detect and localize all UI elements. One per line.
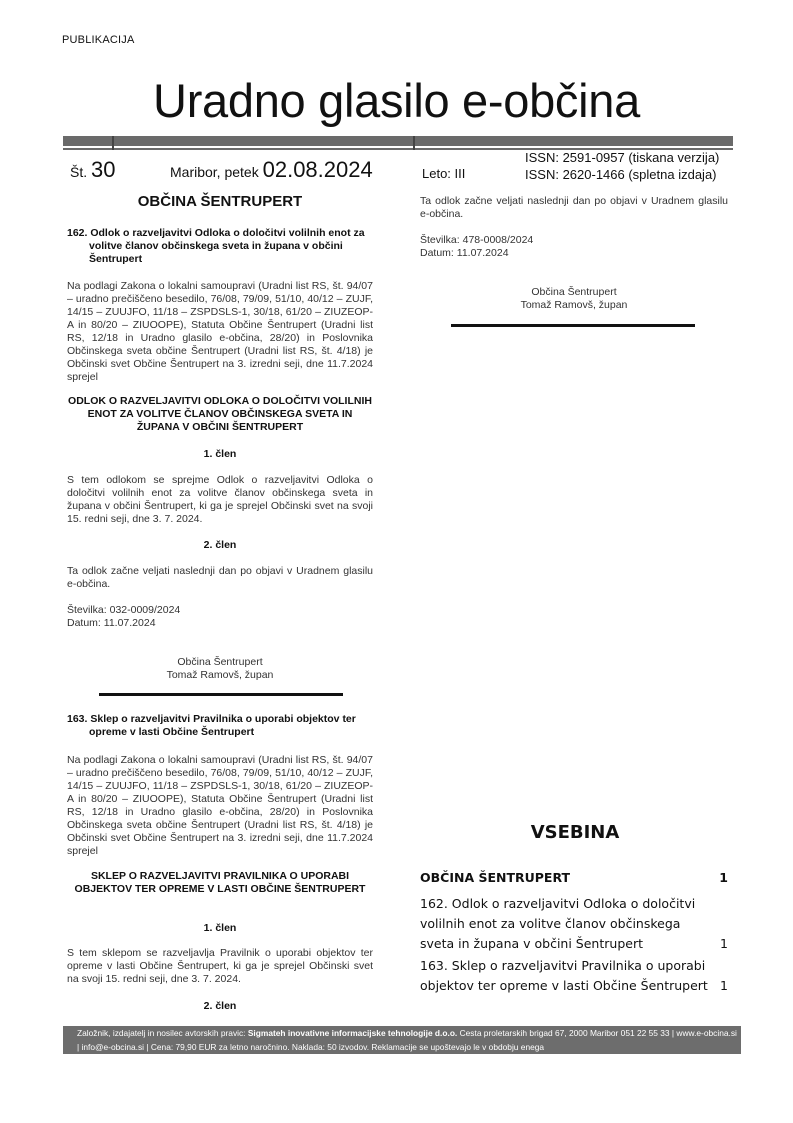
publisher-footer — [63, 1026, 741, 1054]
footer-details: Cesta proletarskih brigad 67, 2000 Maribor 051 22 55 33 | www.e-obcina.si | info@e-obcina.si | Cena: 79,90 EUR za letno naročnino. Naklada: 50 izvodov. Reklamacije se upoštevajo le v obdobju enega — [77, 1028, 737, 1052]
toc-entry-163[interactable] — [420, 956, 728, 996]
footer-company: Sigmateh inovativne informacijske tehnologije d.o.o. — [247, 1028, 458, 1038]
toc-entry-text: 162. Odlok o razveljavitvi Odloka o določitvi volilnih enot za volitve članov občinskega sveta in župana v občini Šentrupert — [420, 896, 696, 951]
issue-year: Leto: III — [422, 166, 466, 181]
item-163-article-2-text: Ta odlok začne veljati naslednji dan po objavi v Uradnem glasilu e-občina. — [420, 195, 728, 220]
item-163-article-2: 2. člen — [203, 1000, 237, 1012]
issn-print: ISSN: 2591-0957 (tiskana verzija) — [525, 150, 720, 165]
item-162-article-1: 1. člen — [203, 448, 237, 460]
municipality-heading: OBČINA ŠENTRUPERT — [137, 193, 303, 210]
item-162-signature-name: Tomaž Ramovš, župan — [166, 669, 274, 681]
toc-entry-page: 1 — [720, 978, 728, 993]
item-163-signature-org: Občina Šentrupert — [531, 286, 617, 298]
issue-date — [170, 157, 373, 183]
header-rule-tick — [112, 136, 114, 150]
separator-line — [451, 324, 695, 327]
item-162-number: Številka: 032-0009/2024 — [67, 604, 181, 616]
item-163-signature-name: Tomaž Ramovš, župan — [520, 299, 628, 311]
item-162-date: Datum: 11.07.2024 — [67, 617, 156, 629]
header-rule-tick — [413, 136, 415, 150]
toc-entry-page: 1 — [720, 936, 728, 951]
item-163-number: Številka: 478-0008/2024 — [420, 234, 534, 246]
item-163-article-1-text: S tem sklepom se razveljavlja Pravilnik o uporabi objektov ter opreme v lasti Občine Šentrupert, ki ga je sprejel Občinski svet na svoji 15. redni seji, dne 3. 7. 2024. — [67, 947, 373, 985]
toc-entry-text: 163. Sklep o razveljavitvi Pravilnika o uporabi objektov ter opreme v lasti Občine Šentrupert — [420, 958, 708, 993]
item-163-article-1: 1. člen — [203, 922, 237, 934]
item-163-date: Datum: 11.07.2024 — [420, 247, 509, 259]
issue-prefix: Št. — [70, 164, 88, 180]
issue-date-value: 02.08.2024 — [262, 157, 373, 182]
toc-section[interactable] — [420, 868, 728, 888]
separator-line — [99, 693, 343, 696]
issue-number-value: 30 — [91, 157, 116, 182]
item-162-act-title: ODLOK O RAZVELJAVITVI ODLOKA O DOLOČITVI VOLILNIH ENOT ZA VOLITVE ČLANOV OBČINSKEGA SVETA IN ŽUPANA V OBČINI ŠENTRUPERT — [68, 395, 372, 433]
header-rule — [63, 136, 733, 146]
toc-section-page: 1 — [719, 870, 728, 885]
toc-entry-162[interactable] — [420, 894, 728, 954]
gazette-title: Uradno glasilo e-občina — [153, 74, 640, 127]
issn-online: ISSN: 2620-1466 (spletna izdaja) — [525, 167, 717, 182]
item-162-preamble: Na podlagi Zakona o lokalni samoupravi (Uradni list RS, št. 94/07 – uradno prečiščeno besedilo, 76/08, 79/09, 51/10, 40/12 – ZUJF, 14/15 – ZUUJFO, 11/18 – ZSPDSLS-1, 30/18, 61/20 – ZIUZEOP-A in 80/20 – ZIUOOPE), Statuta Občine Šentrupert (Uradni list RS, 12/18 in Uradno glasilo e-občina, 28/20) in Poslovnika Občinskega sveta občine Šentrupert (Uradni list RS, št. 4/18) je Občinski svet Občine Šentrupert na 3. izredni seji, dne 11.7.2024 sprejel — [67, 280, 373, 383]
footer-prefix: Založnik, izdajatelj in nosilec avtorskih pravic: — [77, 1028, 248, 1038]
toc-section-title: OBČINA ŠENTRUPERT — [420, 870, 571, 885]
publication-label: PUBLIKACIJA — [62, 34, 135, 46]
item-162-article-1-text: S tem odlokom se sprejme Odlok o razveljavitvi Odloka o določitvi volilnih enot za volitve članov občinskega sveta in župana v občini Šentrupert, ki ga je sprejel Občinski svet na svoji 15. redni seji, dne 3. 7. 2024. — [67, 474, 373, 525]
item-162-title: 162. Odlok o razveljavitvi Odloka o določitvi volilnih enot za volitve članov občinskega sveta in župana v občini Šentrupert — [67, 227, 365, 265]
item-163-title: 163. Sklep o razveljavitvi Pravilnika o uporabi objektov ter opreme v lasti Občine Šentrupert — [67, 713, 356, 738]
issue-number — [70, 157, 116, 183]
item-162-article-2: 2. člen — [203, 539, 237, 551]
item-162-signature-org: Občina Šentrupert — [177, 656, 263, 668]
item-163-act-title: SKLEP O RAZVELJAVITVI PRAVILNIKA O UPORABI OBJEKTOV TER OPREME V LASTI OBČINE ŠENTRUPERT — [74, 870, 366, 895]
issn-block — [525, 149, 719, 183]
item-162-article-2-text: Ta odlok začne veljati naslednji dan po objavi v Uradnem glasilu e-občina. — [67, 565, 373, 590]
toc-heading: VSEBINA — [530, 822, 620, 843]
issue-place-day: Maribor, petek — [170, 164, 259, 180]
item-163-preamble: Na podlagi Zakona o lokalni samoupravi (Uradni list RS, št. 94/07 – uradno prečiščeno besedilo, 76/08, 79/09, 51/10, 40/12 – ZUJF, 14/15 – ZUUJFO, 11/18 – ZSPDSLS-1, 30/18, 61/20 – ZIUZEOP-A in 80/20 – ZIUOOPE), Statuta Občine Šentrupert (Uradni list RS, 12/18 in Uradno glasilo e-občina, 28/20) in Poslovnika Občinskega sveta občine Šentrupert (Uradni list RS, št. 4/18) je Občinski svet Občine Šentrupert na 3. izredni seji, dne 11.7.2024 sprejel — [67, 754, 373, 857]
